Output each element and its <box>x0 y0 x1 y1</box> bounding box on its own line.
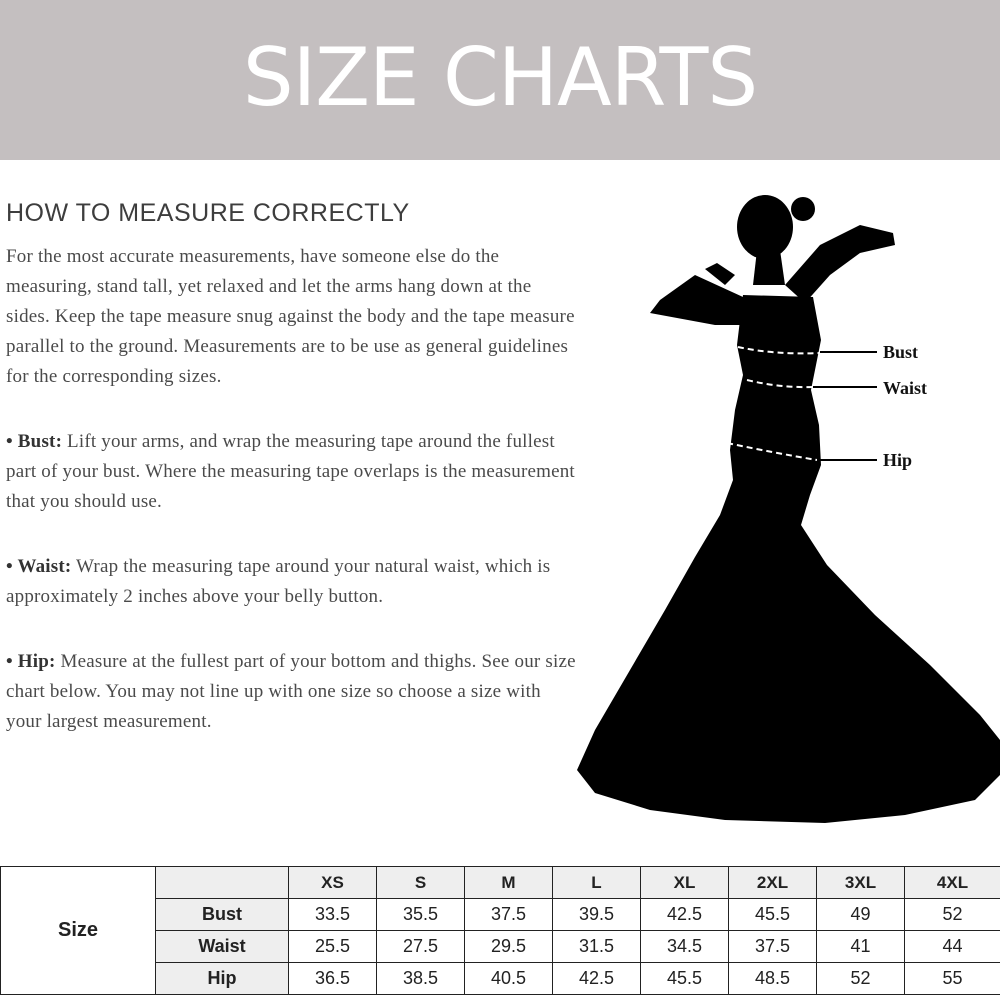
table-cell: 48.5 <box>729 963 817 995</box>
size-header: L <box>553 867 641 899</box>
table-cell: 37.5 <box>465 899 553 931</box>
table-cell: 33.5 <box>289 899 377 931</box>
waist-text: Wrap the measuring tape around your natural waist, which is approximately 2 inches above your belly button. <box>6 556 551 607</box>
size-header: 4XL <box>905 867 1000 899</box>
table-cell: 52 <box>817 963 905 995</box>
bust-instruction <box>6 427 576 517</box>
row-label: Waist <box>156 931 289 963</box>
table-cell: 42.5 <box>553 963 641 995</box>
waist-instruction <box>6 552 576 612</box>
size-header: XL <box>641 867 729 899</box>
table-cell: 34.5 <box>641 931 729 963</box>
table-cell: 42.5 <box>641 899 729 931</box>
hip-text: Measure at the fullest part of your bottom and thighs. See our size chart below. You may not line up with one size so choose a size with your largest measurement. <box>6 651 576 732</box>
waist-term: • Waist: <box>6 556 72 577</box>
table-cell: 44 <box>905 931 1000 963</box>
table-cell: 41 <box>817 931 905 963</box>
size-chart-table <box>0 866 1000 995</box>
dress-silhouette-figure <box>575 185 1000 835</box>
size-header: M <box>465 867 553 899</box>
waist-label: Waist <box>883 378 928 398</box>
table-cell: 36.5 <box>289 963 377 995</box>
guide-heading: HOW TO MEASURE CORRECTLY <box>6 199 410 227</box>
table-cell: 31.5 <box>553 931 641 963</box>
size-header: XS <box>289 867 377 899</box>
table-cell: 45.5 <box>641 963 729 995</box>
intro-paragraph: For the most accurate measurements, have someone else do the measuring, stand tall, yet relaxed and let the arms hang down at the sides. Keep the tape measure snug against the body and the tape measure parallel to the ground. Measurements are to be use as general guidelines for the corresponding sizes. <box>6 246 575 387</box>
row-label: Bust <box>156 899 289 931</box>
table-cell: 37.5 <box>729 931 817 963</box>
table-cell: 27.5 <box>377 931 465 963</box>
table-cell: 25.5 <box>289 931 377 963</box>
table-cell: 38.5 <box>377 963 465 995</box>
dress-silhouette-illustration <box>575 185 1000 835</box>
hip-label: Hip <box>883 450 913 470</box>
header-corner <box>156 867 289 899</box>
hip-instruction <box>6 647 576 737</box>
table-cell: 40.5 <box>465 963 553 995</box>
title-banner <box>0 0 1000 160</box>
table-cell: 35.5 <box>377 899 465 931</box>
size-group-label: Size <box>1 867 156 995</box>
size-header: S <box>377 867 465 899</box>
table-cell: 55 <box>905 963 1000 995</box>
size-header-row <box>1 867 1000 899</box>
table-cell: 39.5 <box>553 899 641 931</box>
table-cell: 49 <box>817 899 905 931</box>
size-header: 2XL <box>729 867 817 899</box>
hip-term: • Hip: <box>6 651 56 672</box>
table-cell: 45.5 <box>729 899 817 931</box>
bust-term: • Bust: <box>6 431 63 452</box>
row-label: Hip <box>156 963 289 995</box>
bust-label: Bust <box>883 342 919 362</box>
bust-text: Lift your arms, and wrap the measuring tape around the fullest part of your bust. Where the measuring tape overlaps is the measurement that you should use. <box>6 431 575 512</box>
page-title: SIZE CHARTS <box>242 31 758 124</box>
table-cell: 52 <box>905 899 1000 931</box>
size-header: 3XL <box>817 867 905 899</box>
measuring-guide <box>6 198 576 772</box>
table-cell: 29.5 <box>465 931 553 963</box>
